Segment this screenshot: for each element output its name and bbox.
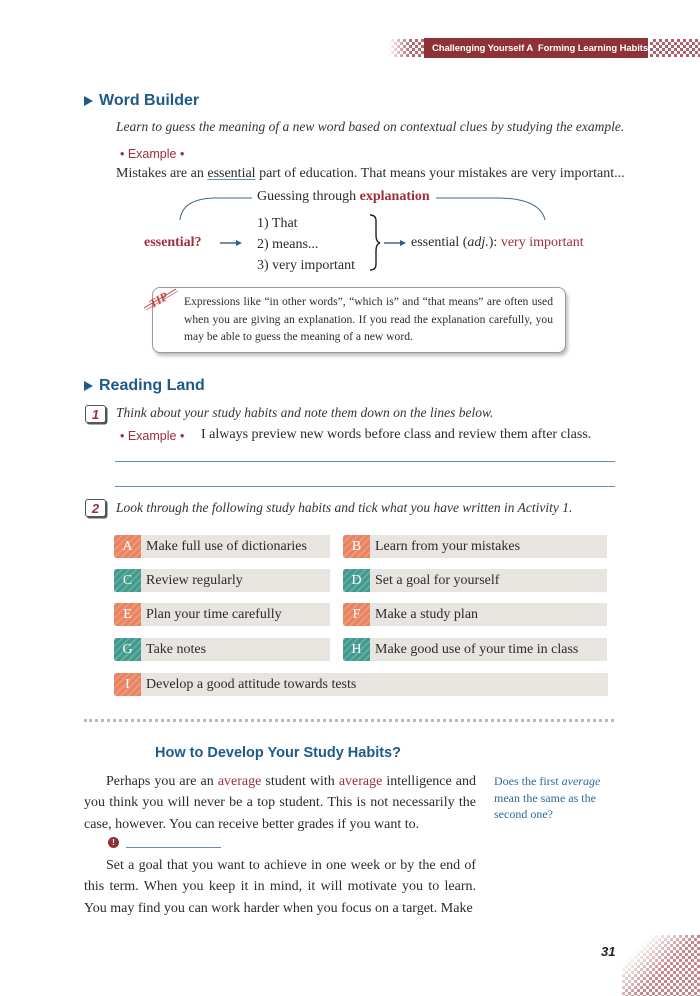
chapter-title-bar — [424, 38, 648, 58]
activity1-instruction: Think about your study habits and note them down on the lines below. — [116, 405, 494, 420]
result-word: essential ( — [411, 235, 468, 250]
page-number: 31 — [601, 944, 616, 959]
right-brace-icon — [370, 215, 380, 270]
section-title: Word Builder — [99, 92, 200, 109]
text-run: Perhaps you are an — [106, 774, 218, 789]
clue-item: 3) very important — [257, 258, 355, 273]
habit-letter-badge: A — [114, 535, 141, 558]
word-builder-instruction: Learn to guess the meaning of a new word based on contextual clues by studying the example. — [116, 119, 625, 134]
word-builder-heading — [84, 92, 199, 110]
triangle-bullet-icon — [84, 381, 93, 391]
caption-arc-right — [436, 198, 545, 220]
habit-label: Learn from your mistakes — [375, 538, 521, 554]
activity-number-badge: 1 — [85, 405, 106, 423]
habit-item-a[interactable] — [114, 535, 330, 558]
text-run: student with — [261, 774, 339, 789]
caption-keyword: explanation — [359, 189, 430, 204]
highlighted-word: average — [217, 774, 262, 789]
habit-item-h[interactable] — [343, 638, 607, 661]
habit-item-g[interactable] — [114, 638, 330, 661]
word-meaning-result — [411, 235, 584, 251]
habit-item-i[interactable] — [114, 673, 608, 696]
reading-land-heading — [84, 377, 205, 395]
caption-text: Guessing through — [257, 189, 360, 204]
sentence-part: part of education. That means your mistakes are very important... — [255, 166, 625, 181]
word-guess-diagram — [140, 185, 600, 280]
tip-box — [152, 287, 566, 353]
checker-pattern-decoration — [622, 935, 700, 996]
habit-label: Make good use of your time in class — [375, 641, 579, 657]
note-text: mean the same as the second one? — [494, 790, 596, 821]
article-paragraph-2 — [84, 855, 476, 919]
highlighted-word: average — [338, 774, 383, 789]
activity2-instruction: Look through the following study habits and tick what you have written in Activity 1. — [116, 500, 573, 515]
note-text: Does the first — [494, 774, 562, 788]
result-meaning: very important — [500, 235, 584, 250]
text-run: intelligence and you think you will never be a top student. This is not necessarily the case, however. You can receive better grades if you want to. — [84, 774, 476, 832]
diagram-caption — [257, 189, 430, 205]
triangle-bullet-icon — [84, 96, 93, 106]
habit-item-d[interactable] — [343, 569, 607, 592]
tip-text: Expressions like “in other words”, “which is” and “that means” are often used when you are giving an explanation. If you read the explanation carefully, you may be able to guess the meaning of a new word. — [184, 295, 553, 343]
habit-letter-badge: E — [114, 603, 141, 626]
habit-label: Set a goal for yourself — [375, 572, 500, 588]
heading-blank-1 — [108, 837, 221, 848]
clue-item: 2) means... — [257, 237, 319, 252]
activity-number-badge: 2 — [85, 499, 106, 517]
tip-label-icon — [142, 282, 182, 312]
paragraph-text: Set a goal that you want to achieve in one week or by the end of this term. When you keep it in mind, it will motivate you to learn. You may find you can work harder when you focus on a target. Make — [84, 858, 476, 916]
answer-line-1[interactable] — [115, 461, 615, 462]
arrow-right-icon — [220, 240, 242, 246]
tip-label-text: TIP — [146, 289, 171, 311]
habit-label: Develop a good attitude towards tests — [146, 676, 357, 692]
chapter-header-banner — [388, 38, 700, 58]
habit-letter-badge: H — [343, 638, 370, 661]
section-title: Reading Land — [99, 377, 205, 394]
checker-pattern-decoration — [388, 39, 426, 57]
dotted-divider — [84, 719, 614, 722]
habit-label: Review regularly — [146, 572, 243, 588]
habit-label: Plan your time carefully — [146, 606, 282, 622]
sentence-part: Mistakes are an — [116, 166, 208, 181]
unit-title: Challenging Yourself A — [432, 42, 534, 54]
habit-letter-badge: B — [343, 535, 370, 558]
arrow-right-icon — [384, 240, 406, 246]
part-of-speech: adj. — [467, 235, 489, 250]
exclamation-marker-icon: ! — [108, 837, 119, 848]
target-word-question: essential? — [144, 235, 202, 250]
example-tag: • Example • — [120, 147, 185, 161]
margin-question-note — [494, 773, 614, 823]
target-word: essential — [207, 166, 256, 181]
habit-item-f[interactable] — [343, 603, 607, 626]
example-sentence — [116, 166, 625, 182]
activity1-example-text: I always preview new words before class and review them after class. — [201, 427, 592, 442]
result-punct: ): — [488, 235, 501, 250]
answer-line-2[interactable] — [115, 486, 615, 487]
habit-letter-badge: C — [114, 569, 141, 592]
habit-item-e[interactable] — [114, 603, 330, 626]
habit-letter-badge: F — [343, 603, 370, 626]
topic-title: Forming Learning Habits — [537, 42, 648, 54]
checker-pattern-decoration — [650, 39, 700, 57]
example-tag: • Example • — [120, 429, 185, 443]
note-emphasis: average — [561, 774, 601, 788]
habit-item-c[interactable] — [114, 569, 330, 592]
habit-letter-badge: G — [114, 638, 141, 661]
habit-letter-badge: I — [114, 673, 141, 696]
habit-label: Make full use of dictionaries — [146, 538, 307, 554]
habit-letter-badge: D — [343, 569, 370, 592]
fill-in-blank-line[interactable] — [126, 847, 221, 848]
habit-label: Take notes — [146, 641, 207, 657]
habit-label: Make a study plan — [375, 606, 479, 622]
clue-item: 1) That — [257, 216, 298, 231]
caption-arc-left — [180, 198, 252, 220]
habit-item-b[interactable] — [343, 535, 607, 558]
article-title: How to Develop Your Study Habits? — [155, 745, 401, 761]
article-paragraph-1 — [84, 771, 476, 835]
